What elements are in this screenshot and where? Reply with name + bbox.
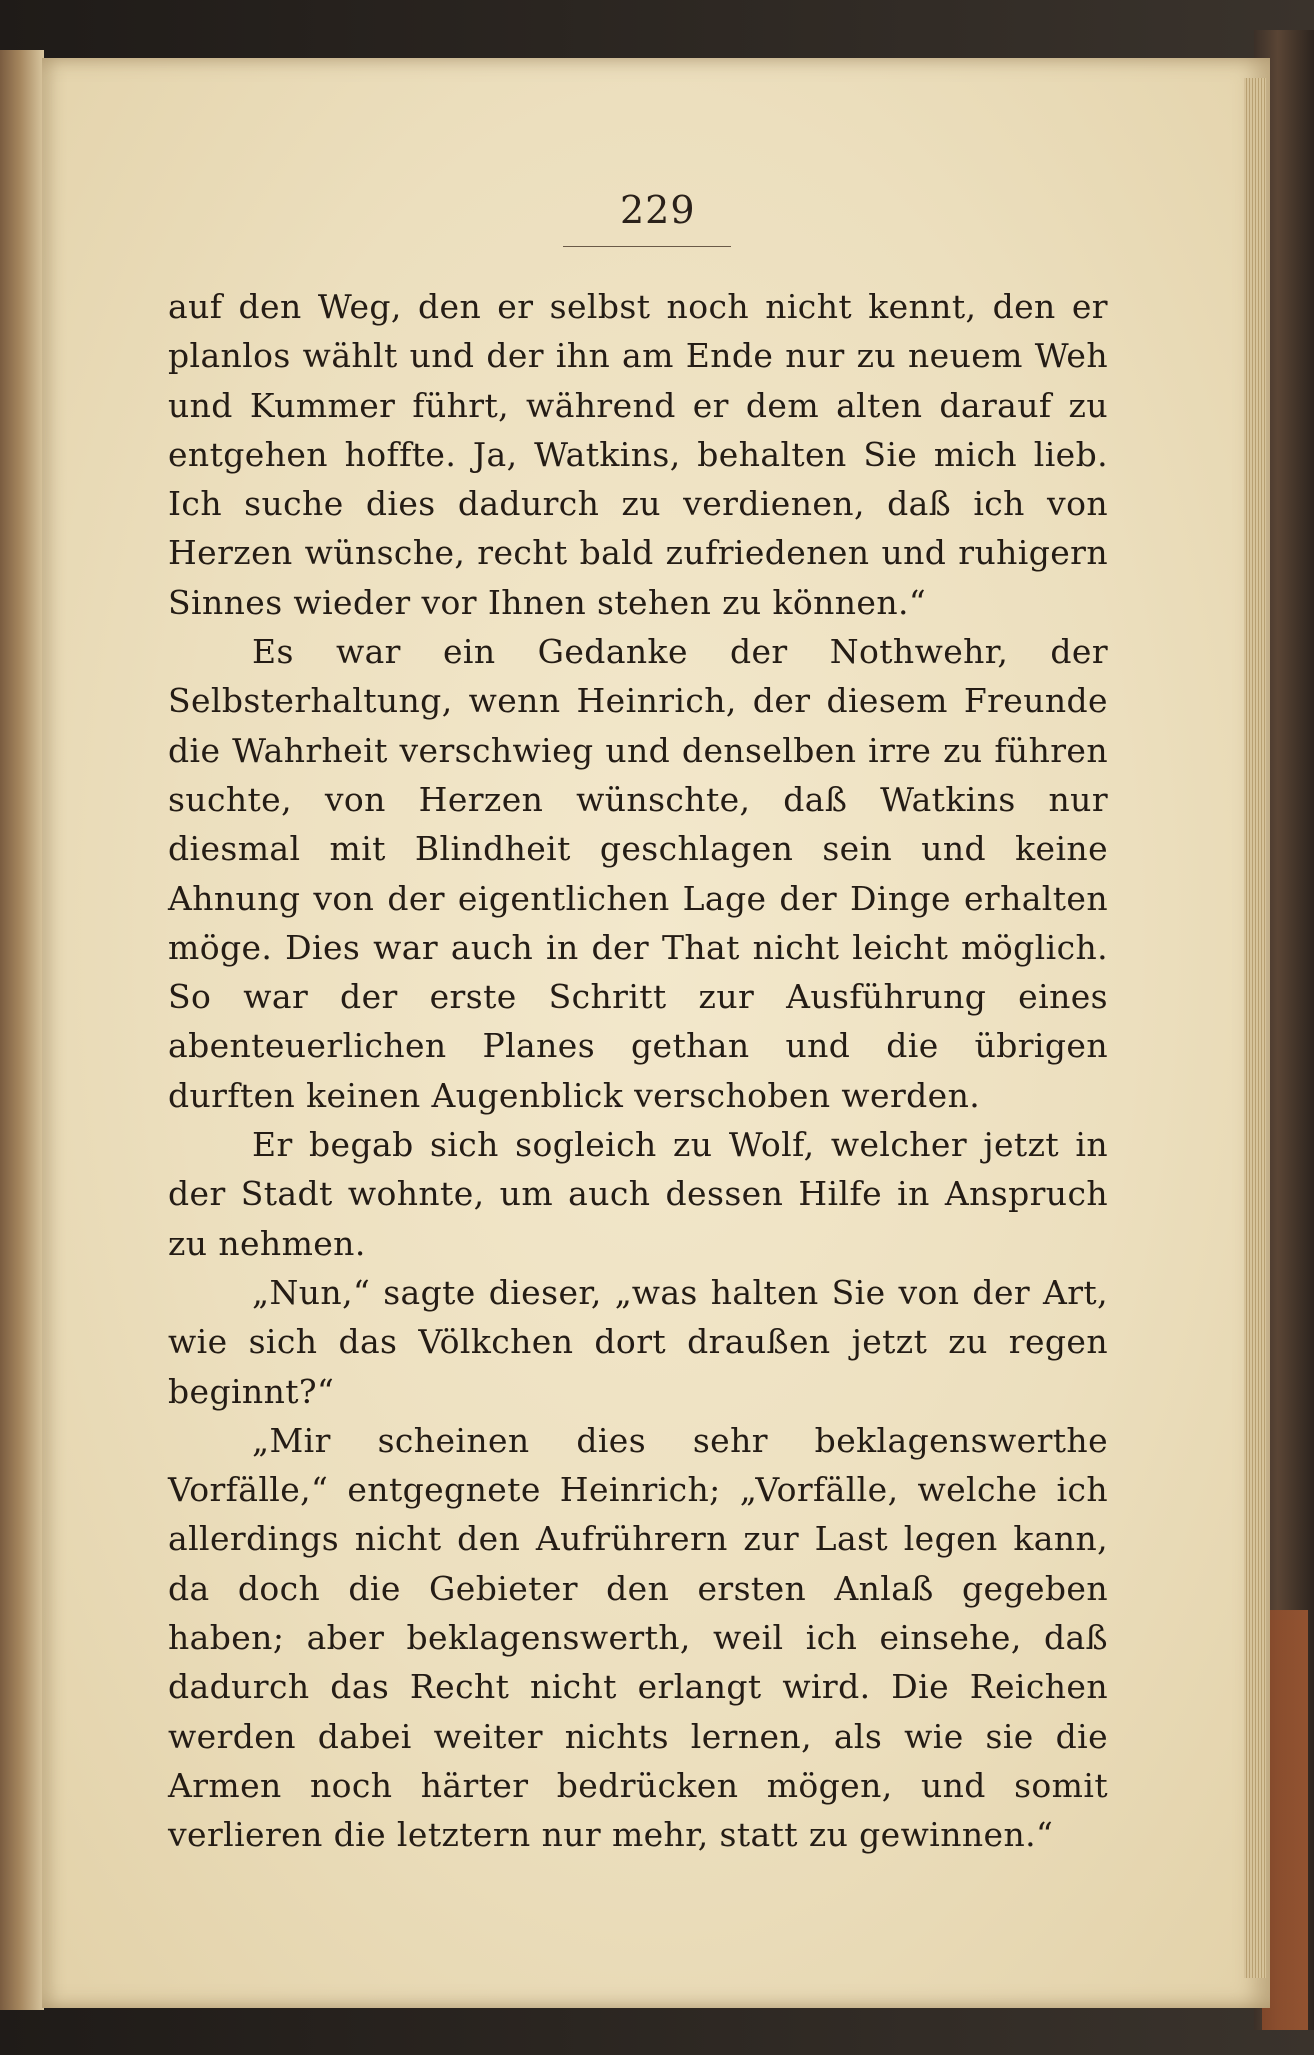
page-number: 229 — [620, 188, 696, 232]
page-stack-edge — [1244, 78, 1266, 1978]
paragraph: Es war ein Gedanke der Nothwehr, der Selbsterhaltung, wenn Heinrich, der diesem Freunde die Wahrheit verschwieg und denselben irre zu führen suchte, von Herzen wünschte, daß Watkins nur diesmal mit Blindheit geschlagen sein und keine Ahnung von der eigentlichen Lage der Dinge erhalten möge. Dies war auch in der That nicht leicht möglich. So war der erste Schritt zur Ausführung eines abenteuerlichen Planes gethan und die übrigen durften keinen Augenblick verschoben werden. — [168, 632, 1108, 1115]
body-text — [168, 282, 1108, 1860]
paragraph: auf den Weg, den er selbst noch nicht kennt, den er planlos wählt und der ihn am Ende nur zu neuem Weh und Kummer führt, während er dem alten darauf zu entgehen hoffte. Ja, Watkins, behalten Sie mich lieb. Ich suche dies dadurch zu verdienen, daß ich von Herzen wünsche, recht bald zufriedenen und ruhigern Sinnes wieder vor Ihnen stehen zu können.“ — [168, 287, 1108, 622]
paragraph: Er begab sich sogleich zu Wolf, welcher jetzt in der Stadt wohnte, um auch dessen Hilfe in Anspruch zu nehmen. — [168, 1125, 1108, 1263]
paragraph: „Mir scheinen dies sehr beklagenswerthe Vorfälle,“ entgegnete Heinrich; „Vorfälle, welche ich allerdings nicht den Aufrührern zur Last legen kann, da doch die Gebieter den ersten Anlaß gegeben haben; aber beklagenswerth, weil ich einsehe, daß dadurch das Recht nicht erlangt wird. Die Reichen werden dabei weiter nichts lernen, als wie sie die Armen noch härter bedrücken mögen, und somit verlieren die letztern nur mehr, statt zu gewinnen.“ — [168, 1420, 1108, 1855]
header-rule — [563, 246, 731, 247]
paragraph: „Nun,“ sagte dieser, „was halten Sie von der Art, wie sich das Völkchen dort draußen jetzt zu regen beginnt?“ — [168, 1272, 1108, 1411]
left-page-edge — [0, 50, 44, 2010]
